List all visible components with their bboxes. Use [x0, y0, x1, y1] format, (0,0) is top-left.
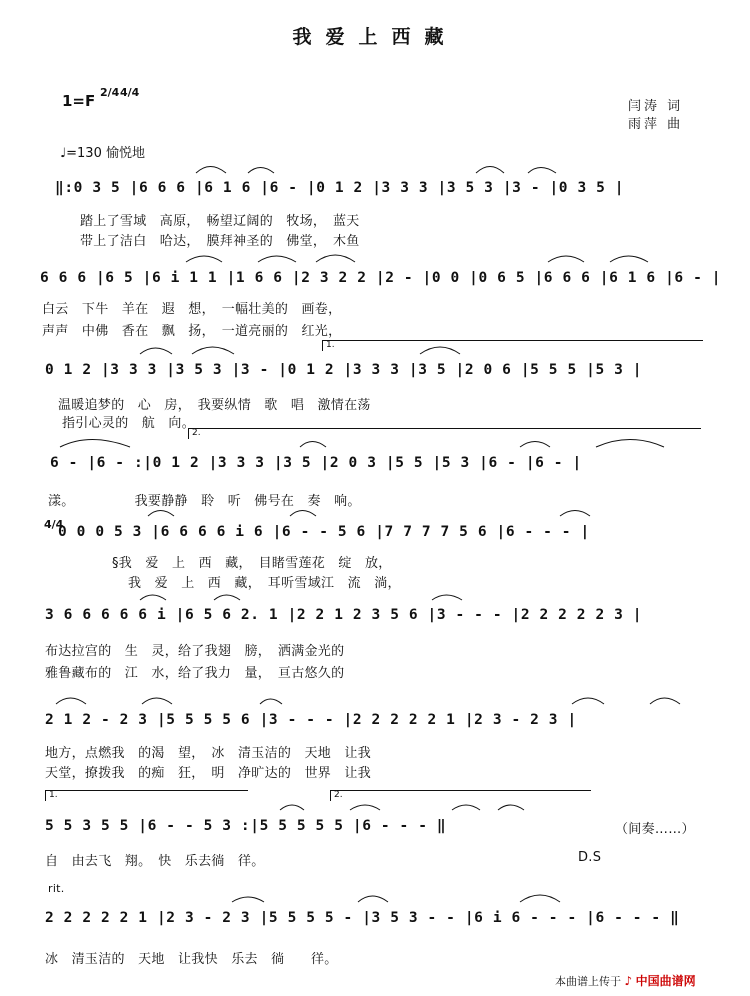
- lyric-line-7-verse-1: 地方，点燃我 的渴 望， 冰 清玉洁的 天地 让我: [45, 746, 372, 761]
- lyric-line-9: 冰 清玉洁的 天地 让我快 乐去 徜 徉。: [45, 952, 338, 967]
- lyric-line-2-verse-1: 白云 下牛 羊在 遐 想， 一幅壮美的 画卷，: [42, 302, 342, 317]
- lyric-line-3-verse-1: 温暖追梦的 心 房， 我要纵情 歌 唱 激情在荡: [58, 398, 371, 413]
- lyric-line-6-verse-1: 布达拉宫的 生 灵，给了我翅 膀， 洒满金光的: [45, 644, 345, 659]
- lyric-line-2-verse-2: 声声 中佛 香在 飘 扬， 一道亮丽的 红光，: [42, 324, 342, 339]
- tempo-marking: ♩=130 愉悦地: [60, 146, 145, 161]
- volta-number-1: 1.: [326, 340, 335, 350]
- notation-line-7: 2 1 2 - 2 3 |5 5 5 5 6 |3 - - - |2 2 2 2 2 1 |2 3 - 2 3 |: [45, 712, 577, 728]
- notation-line-9: 2 2 2 2 2 1 |2 3 - 2 3 |5 5 5 5 - |3 5 3 - - |6 i 6 - - - |6 - - - ‖: [45, 910, 680, 926]
- footer-site-name: 中国曲谱网: [635, 974, 696, 988]
- time-signature-change: 4/4: [44, 518, 64, 531]
- lyricist-credit: 闫涛 词: [628, 99, 684, 114]
- notation-line-5: 0 0 0 5 3 |6 6 6 6 i 6 |6 - - 5 6 |7 7 7 7 5 6 |6 - - - |: [58, 524, 590, 540]
- notation-line-4: 6 - |6 - :|0 1 2 |3 3 3 |3 5 |2 0 3 |5 5 |5 3 |6 - |6 - |: [50, 455, 582, 471]
- lyric-line-5-verse-1: §我 爱 上 西 藏， 目睹雪莲花 绽 放，: [112, 556, 392, 571]
- lyric-line-8: 自 由去飞 翔。 快 乐去徜 徉。: [45, 854, 265, 869]
- interlude-marking: （间奏……）: [615, 822, 695, 837]
- time-signature-4-4: 4/4: [120, 86, 140, 99]
- lyric-line-6-verse-2: 雅鲁藏布的 江 水，给了我力 量， 亘古悠久的: [45, 666, 345, 681]
- lyric-line-4: 漾。 我要静静 聆 听 佛号在 奏 响。: [48, 494, 361, 509]
- notation-line-8: 5 5 3 5 5 |6 - - 5 3 :|5 5 5 5 5 |6 - - - ‖: [45, 818, 447, 834]
- rit-marking: rit.: [48, 882, 65, 895]
- lyric-line-1-verse-2: 带上了洁白 哈达， 膜拜神圣的 佛堂， 木鱼: [80, 234, 360, 249]
- volta-number-2b: 2.: [334, 790, 343, 800]
- notation-line-3: 0 1 2 |3 3 3 |3 5 3 |3 - |0 1 2 |3 3 3 |3 5 |2 0 6 |5 5 5 |5 3 |: [45, 362, 643, 378]
- lyric-line-5-verse-2: 我 爱 上 西 藏， 耳听雪域江 流 淌，: [128, 576, 401, 591]
- composer-credit: 雨萍 曲: [628, 117, 684, 132]
- footer-text: 本曲谱上传于: [555, 975, 621, 988]
- footer-credit: [555, 972, 696, 989]
- lyric-line-7-verse-2: 天堂，撩拨我 的痴 狂， 明 净旷达的 世界 让我: [45, 766, 372, 781]
- page-title: 我爱上西藏: [292, 26, 458, 48]
- time-signature-2-4: 2/4: [100, 86, 120, 99]
- lyric-line-3-verse-2: 指引心灵的 航 向。: [62, 416, 196, 431]
- ds-marking: D.S: [578, 850, 602, 865]
- key-label: 1=F: [62, 92, 96, 110]
- volta-number-2: 2.: [192, 428, 201, 438]
- notation-line-2: 6 6 6 |6 5 |6 i 1 1 |1 6 6 |2 3 2 2 |2 - |0 0 |0 6 5 |6 6 6 |6 1 6 |6 - |: [40, 270, 722, 286]
- volta-number-1b: 1.: [49, 790, 58, 800]
- lyric-line-1-verse-1: 踏上了雪域 高原， 畅望辽阔的 牧场， 蓝天: [80, 214, 360, 229]
- site-logo-icon: ♪: [624, 974, 633, 988]
- notation-line-6: 3 6 6 6 6 6 i |6 5 6 2. 1 |2 2 1 2 3 5 6 |3 - - - |2 2 2 2 2 3 |: [45, 607, 643, 623]
- notation-line-1: ‖:0 3 5 |6 6 6 |6 1 6 |6 - |0 1 2 |3 3 3 |3 5 3 |3 - |0 3 5 |: [55, 180, 625, 196]
